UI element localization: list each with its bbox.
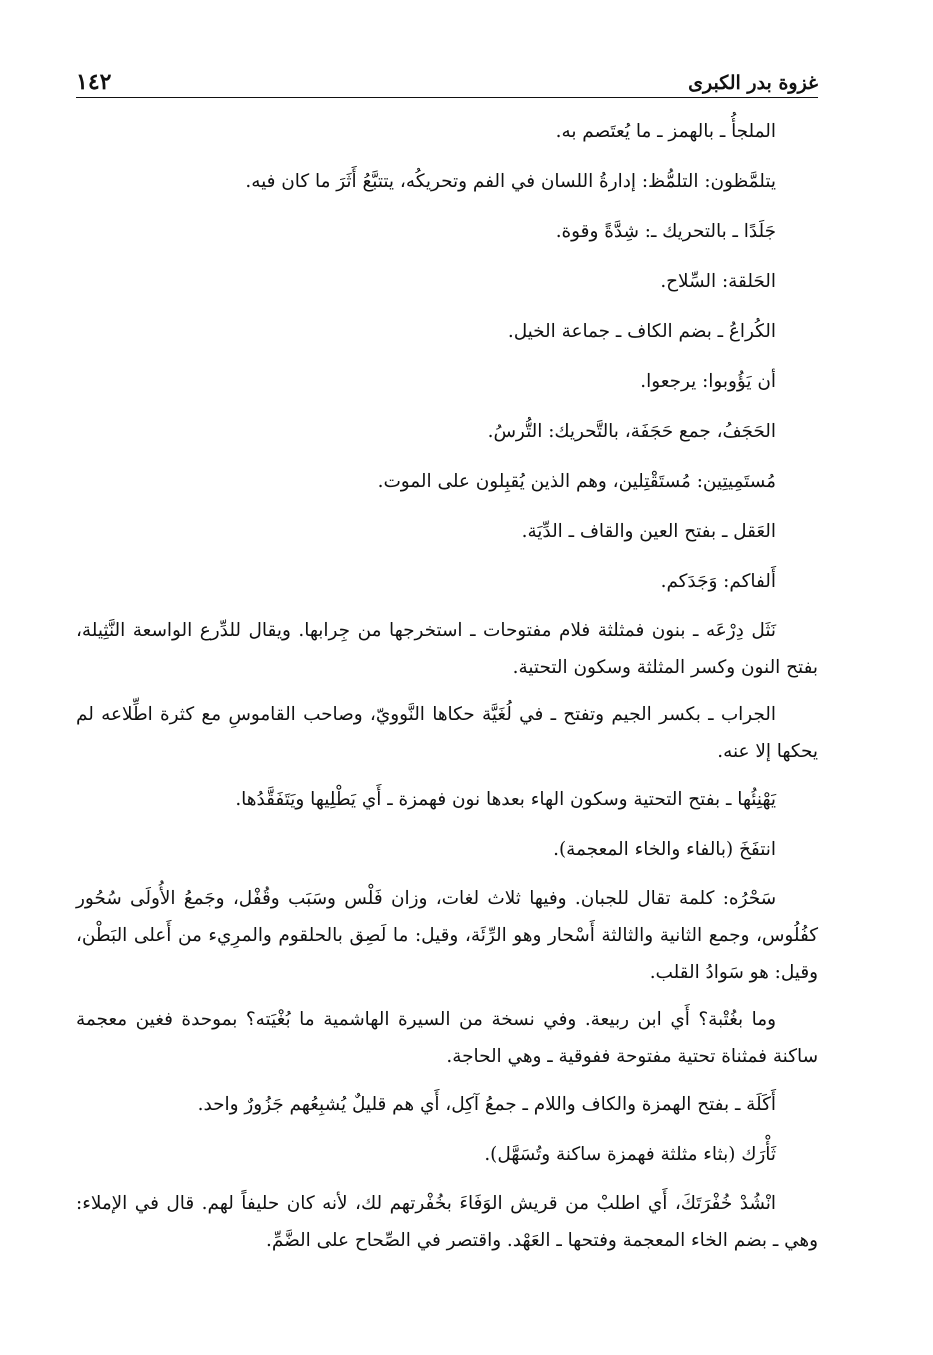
- entry-paragraph: الجراب ـ بكسر الجيم وتفتح ـ في لُغَيَّة حكاها النَّوويّ، وصاحب القاموسِ مع كثرة اطِّلاعه لم يحكها إلا عنه.: [76, 704, 818, 762]
- entry-paragraph: الحَلقة: السِّلاح.: [660, 271, 776, 292]
- entry-paragraph: نَثَل دِرْعَه ـ بنون فمثلثة فلام مفتوحات ـ استخرجها من جِرابها. ويقال للدِّرع الواسعة النَّثِيلة، بفتح النون وكسر المثلثة وسكون التحتية.: [76, 620, 818, 678]
- entry-paragraph: انْشُدْ خُفْرَتَكَ، أَي اطلبْ من قريش الوَفَاءَ بخُفْرتهم لك، لأنه كان حليفاً لهم. قال في الإملاء: وهي ـ بضم الخاء المعجمة وفتحها ـ العَهْد. واقتصر في الصِّحاح على الضَّمِّ.: [76, 1193, 818, 1251]
- entry-paragraph: أَكَلَة ـ بفتح الهمزة والكاف واللام ـ جمعُ آكِل، أَي هم قليلٌ يُشبِعُهم جَزُورٌ واحد.: [197, 1094, 776, 1115]
- entry-paragraph: انتفَخَ (بالفاء والخاء المعجمة).: [553, 839, 776, 860]
- entry-paragraph: وما بغُتْبة؟ أَي ابن ربيعة. وفي نسخة من السيرة الهاشمية ما بُغْيَته؟ بموحدة فغين معجمة ساكنة فمثناة تحتية مفتوحة ففوقية ـ وهي الحاجة.: [76, 1009, 818, 1067]
- entry-paragraph: أن يَؤُوبوا: يرجعوا.: [640, 371, 776, 392]
- entry-paragraph: الحَجَفُ، جمع حَجَفَة، بالتَّحريك: التُّرسُ.: [487, 421, 776, 442]
- entry-paragraph: يَهْنِئُها ـ بفتح التحتية وسكون الهاء بعدها نون فهمزة ـ أَي يَطْلِيها ويَتَفَقَّدُها.: [235, 789, 776, 810]
- page-number: ١٤٢: [76, 69, 112, 95]
- entry-paragraph: يتلمَّظون: التلمُّظ: إدارةُ اللسان في الفم وتحريكُه، يتتبَّعُ أَثَرَ ما كان فيه.: [245, 171, 776, 192]
- running-title: غزوة بدر الكبرى: [688, 72, 818, 94]
- entry-paragraph: جَلَدًا ـ بالتحريك ـ: شِدَّةً وقوة.: [555, 221, 776, 242]
- entry-paragraph: أَلفاكم: وَجَدَكم.: [660, 571, 776, 592]
- entry-paragraph: مُستَمِيتِين: مُستَقْتِلين، وهم الذين يُقبِلون على الموت.: [377, 471, 776, 492]
- entry-paragraph: الملجأُ ـ بالهمز ـ ما يُعتَصم به.: [555, 121, 776, 142]
- entry-paragraph: العَقل ـ بفتح العين والقاف ـ الدِّيَة.: [521, 521, 776, 542]
- book-page: [76, 55, 818, 1345]
- page-header: [76, 55, 818, 98]
- entry-paragraph: سَحْرُه: كلمة تقال للجبان. وفيها ثلاث لغات، وزان فَلْس وسَبَب وقُفْل، وجَمعُ الأُولَى سُحُور كفُلُوس، وجمع الثانية والثالثة أَسْحار وهو الرِّئَة، وقيل: ما لَصِق بالحلقوم والمرِيء من أَعلى البَطْن، وقيل: هو سَوادُ القلب.: [76, 888, 818, 983]
- page-body: [76, 98, 818, 1259]
- entry-paragraph: ثَأْرَك (بثاء مثلثة فهمزة ساكنة وتُسَهَّل).: [484, 1144, 776, 1165]
- entry-paragraph: الكُراعُ ـ بضم الكاف ـ جماعة الخيل.: [507, 321, 776, 342]
